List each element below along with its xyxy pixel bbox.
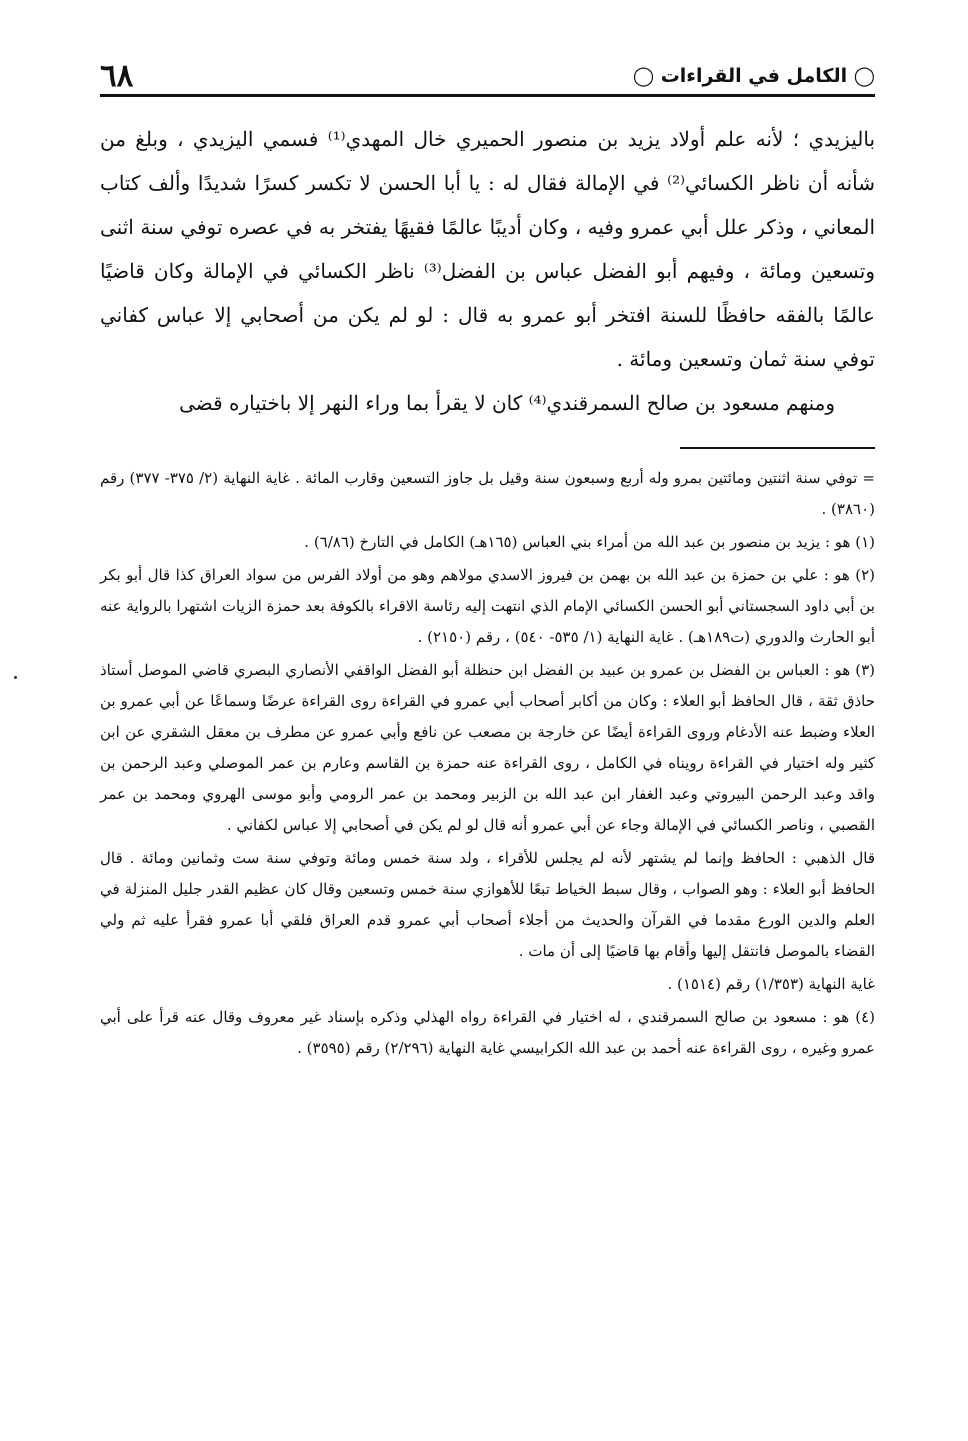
footnote-continuation: = توفي سنة اثنتين ومائتين بمرو وله أربع وسبعون سنة وقيل بل جاوز التسعين وقارب المائة . غاية النهاية (٢/ ٣٧٥- ٣٧٧) رقم (٣٨٦٠) . [100, 469, 875, 518]
footnote-3: (٣) هو : العباس بن الفضل بن عمرو بن عبيد بن الفضل ابن حنظلة أبو الفضل الواقفي الأنصاري البصري قاضي الموصل أستاذ حاذق ثقة ، قال الحافظ أبو العلاء : وكان من أكابر أصحاب أبي عمرو في القراءة روى القراءة عرضًا وسماعًا عن أبي عمرو بن العلاء وضبط عنه الأدغام وروى القراءة أيضًا عن خارجة بن مصعب عن نافع وأبي عمرو عن مطرف بن معقل الشقري عن ابن كثير وله اختيار في القراءة رويناه في الكامل ، روى القراءة عنه حمزة بن القاسم وعارم بن عمر الموصلي وعبد الرحمن بن واقد وعبد الرحمن البيروتي وعبد الغفار ابن عبد الله بن الزبير ومحمد بن عمر الرومي وأبو موسى الهروي ومحمد بن عمر القصبي ، وناصر الكسائي في الإمالة وجاء عن أبي عمرو أنه قال لو لم يكن في أصحابي إلا عباس لكفاني . [100, 661, 875, 834]
page-header [100, 40, 875, 92]
footnotes [100, 463, 875, 1064]
footnote-3-source: غاية النهاية (١/٣٥٣) رقم (١٥١٤) . [667, 975, 875, 993]
running-title: ◯ الكامل في القراءات ◯ [632, 65, 875, 87]
book-page [100, 40, 875, 1066]
footnote-separator [680, 447, 875, 449]
page-number: ٦٨ [100, 58, 134, 94]
main-paragraph-1: باليزيدي ؛ لأنه علم أولاد يزيد بن منصور الحميري خال المهدي⁽¹⁾ فسمي اليزيدي ، وبلغ من شأنه أن ناظر الكسائي⁽²⁾ في الإمالة فقال له : يا أبا الحسن لا تكسر كسرًا شديدًا وألف كتاب المعاني ، وذكر علل أبي عمرو وفيه ، وكان أديبًا عالمًا فقيهًا يفتخر به في عصره توفي سنة اثنى وتسعين ومائة ، وفيهم أبو الفضل عباس بن الفضل⁽³⁾ ناظر الكسائي في الإمالة وكان قاضيًا عالمًا بالفقه حافظًا للسنة افتخر أبو عمرو به قال : لو لم يكن من أصحابي إلا عباس كفاني توفي سنة ثمان وتسعين ومائة . [100, 127, 876, 371]
scan-speck [14, 676, 17, 679]
footnote-4: (٤) هو : مسعود بن صالح السمرقندي ، له اختيار في القراءة رواه الهذلي وذكره بإسناد غير معروف وقال عنه قرأ على أبي عمرو وغيره ، روى القراءة عنه أحمد بن عبد الله الكرابيسي غاية النهاية (٢/٢٩٦) رقم (٣٥٩٥) . [100, 1008, 875, 1057]
main-paragraph-2: ومنهم مسعود بن صالح السمرقندي⁽⁴⁾ كان لا يقرأ بما وراء النهر إلا باختياره قضى [179, 391, 835, 415]
footnote-2: (٢) هو : علي بن حمزة بن عبد الله بن بهمن بن فيروز الاسدي مولاهم وهو من أولاد الفرس من سواد العراق كذا قال أبو بكر بن أبي داود السجستاني أبو الحسن الكسائي الإمام الذي انتهت إليه رئاسة الاقراء بالكوفة بعد حمزة الزيات اشتهرا بالرواية عنه أبو الحارث والدوري (ت١٨٩هـ) . غاية النهاية (١/ ٥٣٥- ٥٤٠) ، رقم (٢١٥٠) . [100, 566, 875, 646]
footnote-3-quote: قال الذهبي : الحافظ وإنما لم يشتهر لأنه لم يجلس للأقراء ، ولد سنة خمس ومائة وتوفي سنة ست وثمانين ومائة . قال الحافظ أبو العلاء : وهو الصواب ، وقال سبط الخياط تبعًا للأهوازي سنة خمس وتسعين وقال كان عظيم القدر جليل المنزلة في العلم والدين الورع مقدما في القرآن والحديث من أجلاء أصحاب أبي عمرو قدم العراق فلقي أبا عمرو فقرأ عليه ثم ولي القضاء بالموصل فانتقل إليها وأقام بها قاضيًا إلى أن مات . [100, 849, 875, 960]
header-rule [100, 94, 875, 97]
footnote-1: (١) هو : يزيد بن منصور بن عبد الله من أمراء بني العباس (١٦٥هـ) الكامل في التارخ (٦/٨٦) . [304, 533, 875, 551]
